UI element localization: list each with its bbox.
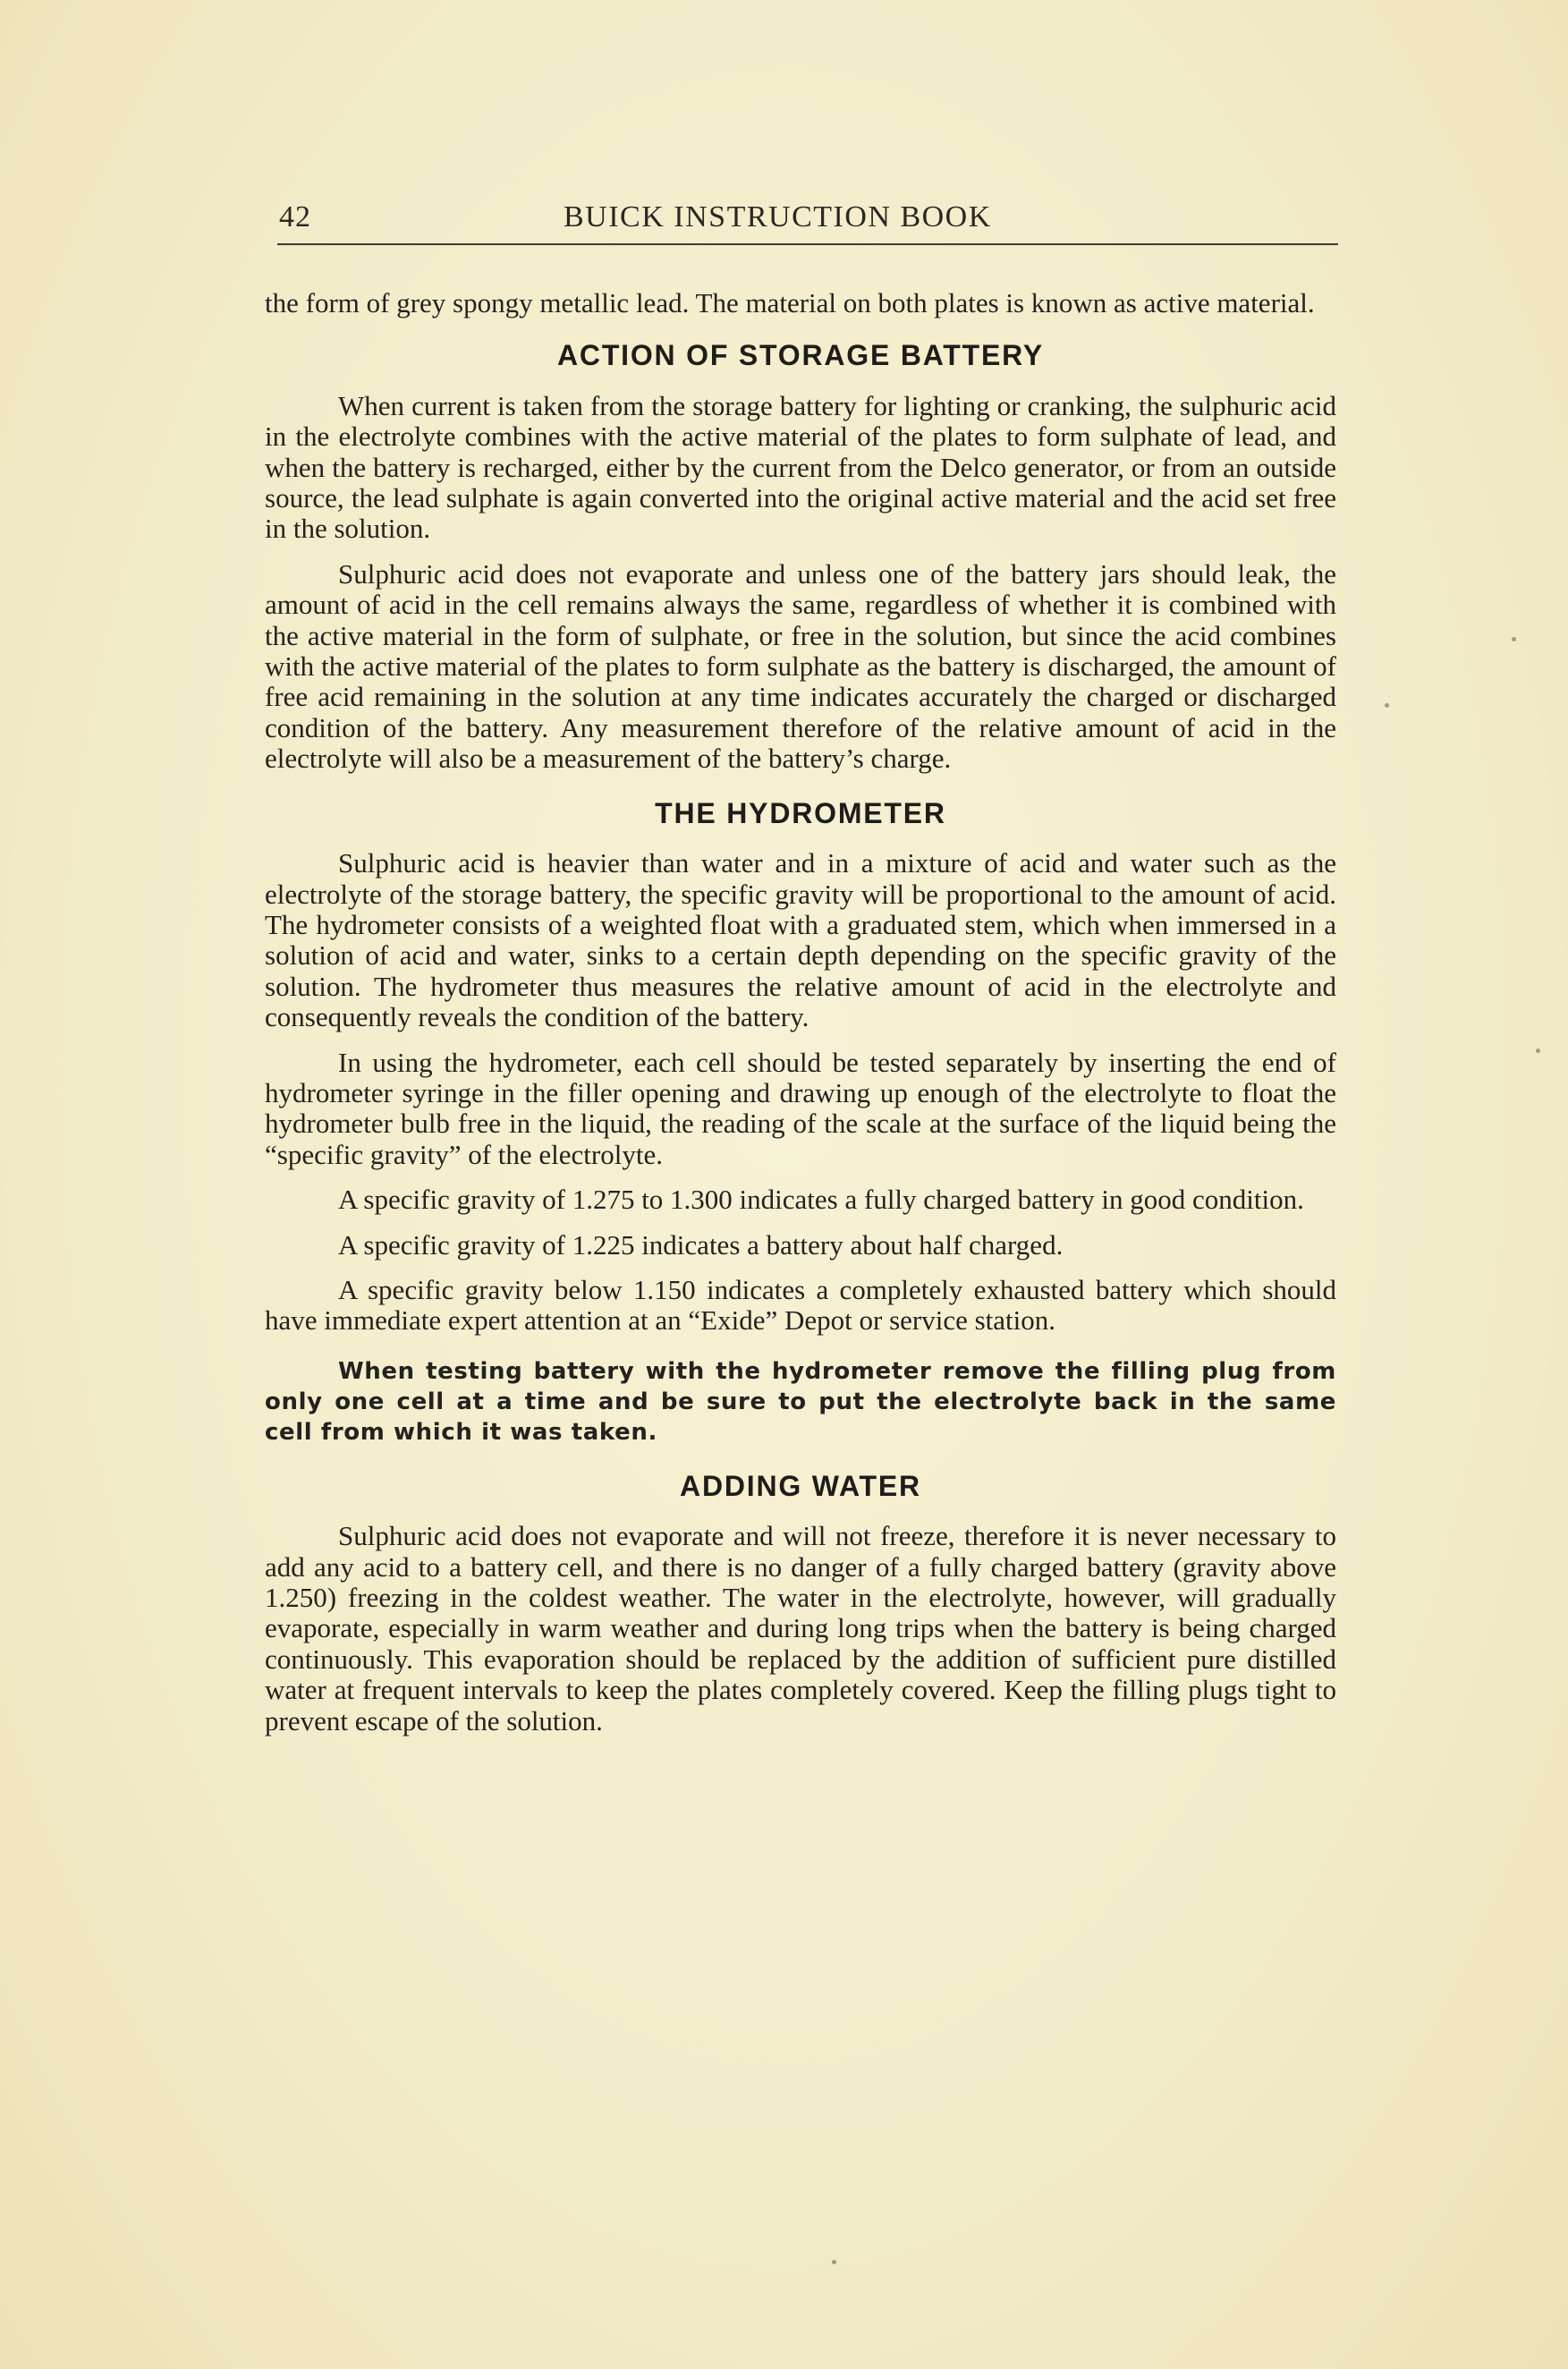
paragraph: Sulphuric acid does not evaporate and unless one of the battery jars should leak, the amount of acid in the cell remains always the same, regardless of whether it is combined with the active material in the form of sulphate, or free in the solution, but since the acid combines with the active material of the plates to form sulphate as the battery is discharged, the amount of free acid remaining in the solution at any time indicates accurately the charged or discharged condition of the battery. Any measurement therefore of the relative amount of acid in the electrolyte will also be a measurement of the battery’s charge.	[265, 557, 1336, 775]
paragraph: A specific gravity below 1.150 indicates a completely exhausted battery which should have immediate expert attention at an “Exide” Depot or service station.	[265, 1273, 1336, 1337]
intro-paragraph: the form of grey spongy metallic lead. The material on both plates is known as active material.	[265, 287, 1315, 318]
paper-speck	[832, 2260, 836, 2264]
paragraph: Sulphuric acid is heavier than water and in a mixture of acid and water such as the electrolyte of the storage battery, the specific gravity will be proportional to the amount of acid. The hydrometer consists of a weighted float with a graduated stem, which when immersed in a solution of acid and water, sinks to a certain depth depending on the specific gravity of the solution. The hydrometer thus measures the relative amount of acid in the electrolyte and consequently reveals the condition of the battery.	[265, 847, 1336, 1033]
bold-note: When testing battery with the hydrometer remove the filling plug from only one cell at a time and be sure to put the electrolyte back in the same cell from which it was taken.	[265, 1357, 1336, 1446]
page-body	[265, 288, 1336, 1751]
section-heading-hydrometer: THE HYDROMETER	[655, 796, 946, 829]
running-title: BUICK INSTRUCTION BOOK	[564, 200, 992, 234]
paragraph: A specific gravity of 1.275 to 1.300 indicates a fully charged battery in good condition.	[338, 1184, 1304, 1216]
paper-speck	[1512, 637, 1516, 641]
paragraph: When current is taken from the storage battery for lighting or cranking, the sulphuric acid in the electrolyte combines with the active material of the plates to form sulphate of lead, and when the battery is recharged, either by the current from the Delco generator, or from an outside source, the lead sulphate is again converted into the original active material and the acid set free in the solution.	[265, 389, 1336, 545]
section-heading-adding-water: ADDING WATER	[680, 1469, 921, 1502]
section-heading-storage-battery: ACTION OF STORAGE BATTERY	[557, 339, 1044, 372]
paper-speck	[1536, 1049, 1540, 1053]
page-number: 42	[279, 200, 311, 234]
page-header	[277, 195, 1338, 245]
paragraph: A specific gravity of 1.225 indicates a battery about half charged.	[338, 1228, 1064, 1261]
paragraph: In using the hydrometer, each cell should be tested separately by inserting the end of hydrometer syringe in the filler opening and drawing up enough of the electrolyte to float the hydrometer bulb free in the liquid, the reading of the scale at the surface of the liquid being the “specific gravity” of the electrolyte.	[265, 1046, 1336, 1170]
paper-speck	[1385, 703, 1389, 708]
paragraph: Sulphuric acid does not evaporate and will not freeze, therefore it is never necessary to add any acid to a battery cell, and there is no danger of a fully charged battery (gravity above 1.250) freezing in the coldest weather. The water in the electrolyte, however, will gradually evaporate, especially in warm weather and during long trips when the battery is being charged continuously. This evaporation should be replaced by the addition of sufficient pure distilled water at frequent intervals to keep the plates completely covered. Keep the filling plugs tight to prevent escape of the solution.	[265, 1520, 1336, 1736]
